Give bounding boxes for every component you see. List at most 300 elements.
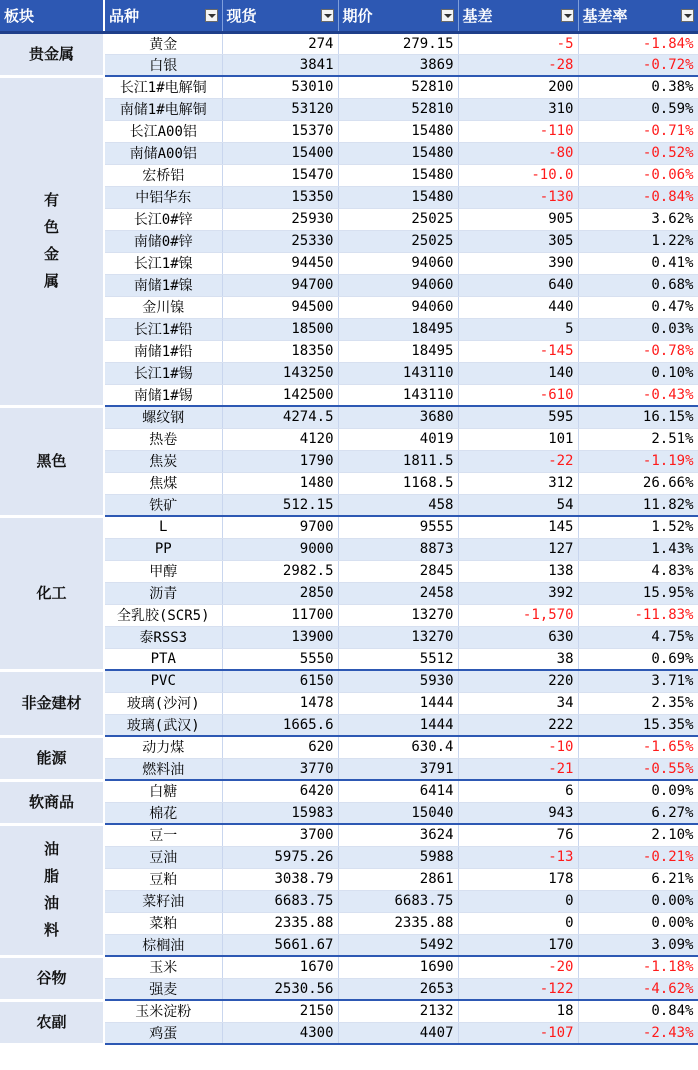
product-name-cell: 全乳胶(SCR5) [104, 604, 222, 626]
basis-cell: 943 [458, 802, 578, 824]
category-label: 贵金属 [28, 44, 74, 63]
basis-cell: -1,570 [458, 604, 578, 626]
category-cell [0, 1000, 104, 1044]
futures-price-cell: 94060 [338, 296, 458, 318]
basis-cell: -110 [458, 120, 578, 142]
futures-price-cell: 458 [338, 494, 458, 516]
table-row [0, 340, 698, 362]
basis-rate-cell: 0.00% [578, 912, 698, 934]
futures-price-cell: 94060 [338, 252, 458, 274]
product-name-cell: 豆一 [104, 824, 222, 846]
filter-dropdown-icon[interactable] [681, 9, 694, 22]
basis-rate-cell: -0.52% [578, 142, 698, 164]
spot-price-cell: 2335.88 [222, 912, 338, 934]
product-name-cell: 南储1#锡 [104, 384, 222, 406]
futures-price-cell: 15480 [338, 120, 458, 142]
basis-rate-cell: 0.38% [578, 76, 698, 98]
basis-rate-cell: 0.59% [578, 98, 698, 120]
filter-dropdown-icon[interactable] [441, 9, 454, 22]
basis-cell: 38 [458, 648, 578, 670]
table-row [0, 142, 698, 164]
futures-price-cell: 1444 [338, 714, 458, 736]
product-name-cell: 棕榈油 [104, 934, 222, 956]
table-row [0, 428, 698, 450]
futures-price-cell: 630.4 [338, 736, 458, 758]
product-name-cell: L [104, 516, 222, 538]
futures-price-cell: 2335.88 [338, 912, 458, 934]
table-row [0, 406, 698, 428]
basis-cell: -10 [458, 736, 578, 758]
header-spot [222, 0, 338, 32]
category-cell [0, 32, 104, 76]
table-row [0, 384, 698, 406]
basis-cell: -22 [458, 450, 578, 472]
basis-cell: 6 [458, 780, 578, 802]
spot-price-cell: 4274.5 [222, 406, 338, 428]
basis-cell: 392 [458, 582, 578, 604]
basis-cell: -10.0 [458, 164, 578, 186]
basis-rate-cell: 15.95% [578, 582, 698, 604]
basis-cell: 5 [458, 318, 578, 340]
futures-price-cell: 3624 [338, 824, 458, 846]
spot-price-cell: 2850 [222, 582, 338, 604]
product-name-cell: 南储0#锌 [104, 230, 222, 252]
table-row [0, 98, 698, 120]
category-label: 能源 [36, 748, 67, 767]
product-name-cell: 甲醇 [104, 560, 222, 582]
basis-cell: 18 [458, 1000, 578, 1022]
futures-price-cell: 13270 [338, 626, 458, 648]
product-name-cell: 白糖 [104, 780, 222, 802]
basis-rate-cell: 6.27% [578, 802, 698, 824]
product-name-cell: 玻璃(武汉) [104, 714, 222, 736]
futures-price-cell: 25025 [338, 230, 458, 252]
product-name-cell: PTA [104, 648, 222, 670]
spot-price-cell: 9000 [222, 538, 338, 560]
product-name-cell: 焦煤 [104, 472, 222, 494]
product-name-cell: 长江A00铝 [104, 120, 222, 142]
product-name-cell: 黄金 [104, 32, 222, 54]
product-name-cell: 金川镍 [104, 296, 222, 318]
product-name-cell: 菜籽油 [104, 890, 222, 912]
table-row [0, 736, 698, 758]
table-row [0, 604, 698, 626]
basis-rate-cell: 3.09% [578, 934, 698, 956]
header-name-label: 品种 [109, 6, 140, 25]
basis-cell: 905 [458, 208, 578, 230]
spot-price-cell: 512.15 [222, 494, 338, 516]
basis-cell: 222 [458, 714, 578, 736]
futures-price-cell: 3680 [338, 406, 458, 428]
spot-price-cell: 6150 [222, 670, 338, 692]
futures-price-cell: 15480 [338, 186, 458, 208]
spot-price-cell: 4300 [222, 1022, 338, 1044]
spot-price-cell: 143250 [222, 362, 338, 384]
basis-rate-cell: 0.09% [578, 780, 698, 802]
futures-price-cell: 279.15 [338, 32, 458, 54]
product-name-cell: 南储A00铝 [104, 142, 222, 164]
basis-cell: 76 [458, 824, 578, 846]
basis-cell: 170 [458, 934, 578, 956]
basis-rate-cell: 16.15% [578, 406, 698, 428]
spot-price-cell: 18500 [222, 318, 338, 340]
basis-cell: 0 [458, 890, 578, 912]
product-name-cell: 动力煤 [104, 736, 222, 758]
basis-rate-cell: -1.18% [578, 956, 698, 978]
product-name-cell: 焦炭 [104, 450, 222, 472]
category-label: 非金建材 [21, 693, 82, 712]
spot-price-cell: 6683.75 [222, 890, 338, 912]
table-row [0, 758, 698, 780]
futures-price-cell: 18495 [338, 318, 458, 340]
category-label: 黑色 [36, 451, 67, 470]
filter-dropdown-icon[interactable] [561, 9, 574, 22]
header-basis-rate-label: 基差率 [582, 6, 628, 25]
basis-rate-cell: -0.55% [578, 758, 698, 780]
basis-cell: 140 [458, 362, 578, 384]
futures-price-cell: 2861 [338, 868, 458, 890]
futures-price-cell: 4407 [338, 1022, 458, 1044]
futures-price-cell: 5492 [338, 934, 458, 956]
table-row [0, 252, 698, 274]
table-row [0, 164, 698, 186]
basis-cell: 630 [458, 626, 578, 648]
basis-cell: 312 [458, 472, 578, 494]
spot-price-cell: 3841 [222, 54, 338, 76]
basis-cell: 127 [458, 538, 578, 560]
basis-rate-cell: -0.71% [578, 120, 698, 142]
filter-dropdown-icon[interactable] [205, 9, 218, 22]
futures-price-cell: 2132 [338, 1000, 458, 1022]
header-basis [458, 0, 578, 32]
futures-price-cell: 8873 [338, 538, 458, 560]
basis-rate-cell: -0.21% [578, 846, 698, 868]
basis-rate-cell: 1.22% [578, 230, 698, 252]
basis-rate-cell: 26.66% [578, 472, 698, 494]
category-cell [0, 824, 104, 956]
basis-rate-cell: -1.65% [578, 736, 698, 758]
basis-cell: 34 [458, 692, 578, 714]
spot-price-cell: 53120 [222, 98, 338, 120]
product-name-cell: 泰RSS3 [104, 626, 222, 648]
basis-rate-cell: 0.69% [578, 648, 698, 670]
spot-price-cell: 5550 [222, 648, 338, 670]
category-label: 化工 [36, 583, 67, 602]
spot-price-cell: 9700 [222, 516, 338, 538]
basis-rate-cell: -11.83% [578, 604, 698, 626]
category-cell [0, 76, 104, 406]
futures-price-cell: 5512 [338, 648, 458, 670]
futures-price-cell: 5988 [338, 846, 458, 868]
table-row [0, 868, 698, 890]
basis-rate-cell: -1.84% [578, 32, 698, 54]
basis-rate-cell: 0.00% [578, 890, 698, 912]
spot-price-cell: 1665.6 [222, 714, 338, 736]
spot-price-cell: 53010 [222, 76, 338, 98]
spot-price-cell: 1478 [222, 692, 338, 714]
basis-rate-cell: 0.47% [578, 296, 698, 318]
table-row [0, 560, 698, 582]
spot-price-cell: 15400 [222, 142, 338, 164]
product-name-cell: 南储1#电解铜 [104, 98, 222, 120]
spot-price-cell: 620 [222, 736, 338, 758]
header-basis-rate [578, 0, 698, 32]
spot-price-cell: 1670 [222, 956, 338, 978]
futures-price-cell: 3791 [338, 758, 458, 780]
table-row [0, 76, 698, 98]
futures-price-cell: 2845 [338, 560, 458, 582]
basis-cell: -80 [458, 142, 578, 164]
basis-rate-cell: 0.68% [578, 274, 698, 296]
basis-cell: -28 [458, 54, 578, 76]
table-row [0, 1022, 698, 1044]
futures-price-cell: 25025 [338, 208, 458, 230]
product-name-cell: 长江1#电解铜 [104, 76, 222, 98]
futures-price-cell: 94060 [338, 274, 458, 296]
table-row [0, 516, 698, 538]
category-cell [0, 736, 104, 780]
futures-price-cell: 2653 [338, 978, 458, 1000]
product-name-cell: PVC [104, 670, 222, 692]
futures-price-cell: 5930 [338, 670, 458, 692]
basis-cell: 101 [458, 428, 578, 450]
spot-price-cell: 3700 [222, 824, 338, 846]
basis-rate-cell: -2.43% [578, 1022, 698, 1044]
futures-price-cell: 2458 [338, 582, 458, 604]
product-name-cell: 豆粕 [104, 868, 222, 890]
futures-price-cell: 52810 [338, 76, 458, 98]
table-row [0, 538, 698, 560]
basis-rate-cell: 0.41% [578, 252, 698, 274]
spot-price-cell: 15370 [222, 120, 338, 142]
table-row [0, 32, 698, 54]
table-row [0, 670, 698, 692]
table-row [0, 846, 698, 868]
basis-cell: -107 [458, 1022, 578, 1044]
basis-rate-cell: -0.84% [578, 186, 698, 208]
spot-price-cell: 274 [222, 32, 338, 54]
header-row [0, 0, 698, 32]
spot-price-cell: 1480 [222, 472, 338, 494]
basis-cell: 145 [458, 516, 578, 538]
basis-rate-cell: -0.43% [578, 384, 698, 406]
product-name-cell: 铁矿 [104, 494, 222, 516]
product-name-cell: 中铝华东 [104, 186, 222, 208]
spot-price-cell: 18350 [222, 340, 338, 362]
futures-price-cell: 13270 [338, 604, 458, 626]
product-name-cell: 强麦 [104, 978, 222, 1000]
basis-rate-cell: 1.52% [578, 516, 698, 538]
spot-price-cell: 94700 [222, 274, 338, 296]
spot-price-cell: 4120 [222, 428, 338, 450]
product-name-cell: 白银 [104, 54, 222, 76]
category-cell [0, 670, 104, 736]
basis-cell: -122 [458, 978, 578, 1000]
header-futures-label: 期价 [342, 6, 373, 25]
header-name [104, 0, 222, 32]
product-name-cell: PP [104, 538, 222, 560]
product-name-cell: 鸡蛋 [104, 1022, 222, 1044]
basis-rate-cell: 0.84% [578, 1000, 698, 1022]
product-name-cell: 长江1#镍 [104, 252, 222, 274]
table-row [0, 362, 698, 384]
table-row [0, 956, 698, 978]
table-row [0, 1000, 698, 1022]
futures-price-cell: 143110 [338, 384, 458, 406]
product-name-cell: 玉米 [104, 956, 222, 978]
basis-rate-cell: 2.10% [578, 824, 698, 846]
product-name-cell: 燃料油 [104, 758, 222, 780]
basis-rate-cell: 2.51% [578, 428, 698, 450]
basis-rate-cell: -1.19% [578, 450, 698, 472]
product-name-cell: 棉花 [104, 802, 222, 824]
basis-rate-cell: 3.71% [578, 670, 698, 692]
basis-cell: 200 [458, 76, 578, 98]
basis-rate-cell: -0.72% [578, 54, 698, 76]
basis-rate-cell: 2.35% [578, 692, 698, 714]
basis-cell: 54 [458, 494, 578, 516]
spot-price-cell: 1790 [222, 450, 338, 472]
basis-cell: 310 [458, 98, 578, 120]
basis-cell: -5 [458, 32, 578, 54]
futures-price-cell: 1168.5 [338, 472, 458, 494]
spot-price-cell: 15350 [222, 186, 338, 208]
basis-cell: 640 [458, 274, 578, 296]
spot-price-cell: 142500 [222, 384, 338, 406]
futures-price-cell: 18495 [338, 340, 458, 362]
table-row [0, 274, 698, 296]
spot-price-cell: 2150 [222, 1000, 338, 1022]
spot-price-cell: 15470 [222, 164, 338, 186]
spot-price-cell: 11700 [222, 604, 338, 626]
table-row [0, 802, 698, 824]
table-row [0, 120, 698, 142]
basis-cell: -130 [458, 186, 578, 208]
futures-price-cell: 9555 [338, 516, 458, 538]
header-category-label: 板块 [4, 6, 35, 25]
basis-rate-cell: 4.83% [578, 560, 698, 582]
basis-cell: 440 [458, 296, 578, 318]
category-cell [0, 406, 104, 516]
filter-dropdown-icon[interactable] [321, 9, 334, 22]
product-name-cell: 菜粕 [104, 912, 222, 934]
category-label: 软商品 [28, 792, 74, 811]
basis-rate-cell: -4.62% [578, 978, 698, 1000]
product-name-cell: 螺纹钢 [104, 406, 222, 428]
table-row [0, 54, 698, 76]
category-label: 农副 [36, 1012, 67, 1031]
product-name-cell: 南储1#镍 [104, 274, 222, 296]
futures-price-cell: 3869 [338, 54, 458, 76]
product-name-cell: 长江0#锌 [104, 208, 222, 230]
basis-cell: 0 [458, 912, 578, 934]
futures-price-cell: 4019 [338, 428, 458, 450]
category-label: 油脂油料 [44, 840, 60, 939]
futures-price-cell: 15040 [338, 802, 458, 824]
table-row [0, 208, 698, 230]
basis-rate-cell: 3.62% [578, 208, 698, 230]
table-row [0, 626, 698, 648]
product-name-cell: 宏桥铝 [104, 164, 222, 186]
product-name-cell: 长江1#铅 [104, 318, 222, 340]
futures-price-cell: 6683.75 [338, 890, 458, 912]
futures-price-cell: 1444 [338, 692, 458, 714]
table-row [0, 978, 698, 1000]
futures-price-cell: 15480 [338, 142, 458, 164]
table-row [0, 934, 698, 956]
spot-price-cell: 5661.67 [222, 934, 338, 956]
spot-price-cell: 2530.56 [222, 978, 338, 1000]
basis-cell: -20 [458, 956, 578, 978]
product-name-cell: 热卷 [104, 428, 222, 450]
basis-cell: 390 [458, 252, 578, 274]
product-name-cell: 玻璃(沙河) [104, 692, 222, 714]
basis-cell: 220 [458, 670, 578, 692]
table-row [0, 494, 698, 516]
product-name-cell: 玉米淀粉 [104, 1000, 222, 1022]
table-row [0, 582, 698, 604]
table-row [0, 714, 698, 736]
spot-price-cell: 15983 [222, 802, 338, 824]
product-name-cell: 长江1#锡 [104, 362, 222, 384]
table-row [0, 890, 698, 912]
table-row [0, 824, 698, 846]
spot-price-cell: 2982.5 [222, 560, 338, 582]
futures-price-cell: 1811.5 [338, 450, 458, 472]
category-cell [0, 956, 104, 1000]
header-category [0, 0, 104, 32]
basis-cell: 138 [458, 560, 578, 582]
table-row [0, 912, 698, 934]
table-row [0, 450, 698, 472]
category-label: 有色金属 [44, 191, 60, 290]
basis-cell: -145 [458, 340, 578, 362]
product-name-cell: 南储1#铅 [104, 340, 222, 362]
category-cell [0, 780, 104, 824]
spot-price-cell: 94450 [222, 252, 338, 274]
basis-rate-cell: -0.78% [578, 340, 698, 362]
category-label: 谷物 [36, 968, 67, 987]
table-row [0, 230, 698, 252]
category-cell [0, 516, 104, 670]
table-body [0, 32, 698, 1044]
basis-rate-cell: 15.35% [578, 714, 698, 736]
basis-rate-cell: 11.82% [578, 494, 698, 516]
spot-price-cell: 6420 [222, 780, 338, 802]
basis-cell: -21 [458, 758, 578, 780]
table-row [0, 780, 698, 802]
spot-price-cell: 3770 [222, 758, 338, 780]
basis-rate-cell: 0.10% [578, 362, 698, 384]
spot-price-cell: 94500 [222, 296, 338, 318]
table-row [0, 186, 698, 208]
basis-rate-cell: -0.06% [578, 164, 698, 186]
basis-cell: 595 [458, 406, 578, 428]
spot-price-cell: 25930 [222, 208, 338, 230]
futures-price-cell: 6414 [338, 780, 458, 802]
spot-price-cell: 25330 [222, 230, 338, 252]
table-row [0, 692, 698, 714]
futures-price-cell: 52810 [338, 98, 458, 120]
basis-rate-cell: 1.43% [578, 538, 698, 560]
futures-price-cell: 15480 [338, 164, 458, 186]
basis-cell: -610 [458, 384, 578, 406]
header-futures [338, 0, 458, 32]
basis-rate-cell: 0.03% [578, 318, 698, 340]
product-name-cell: 沥青 [104, 582, 222, 604]
spot-price-cell: 5975.26 [222, 846, 338, 868]
spot-price-cell: 3038.79 [222, 868, 338, 890]
